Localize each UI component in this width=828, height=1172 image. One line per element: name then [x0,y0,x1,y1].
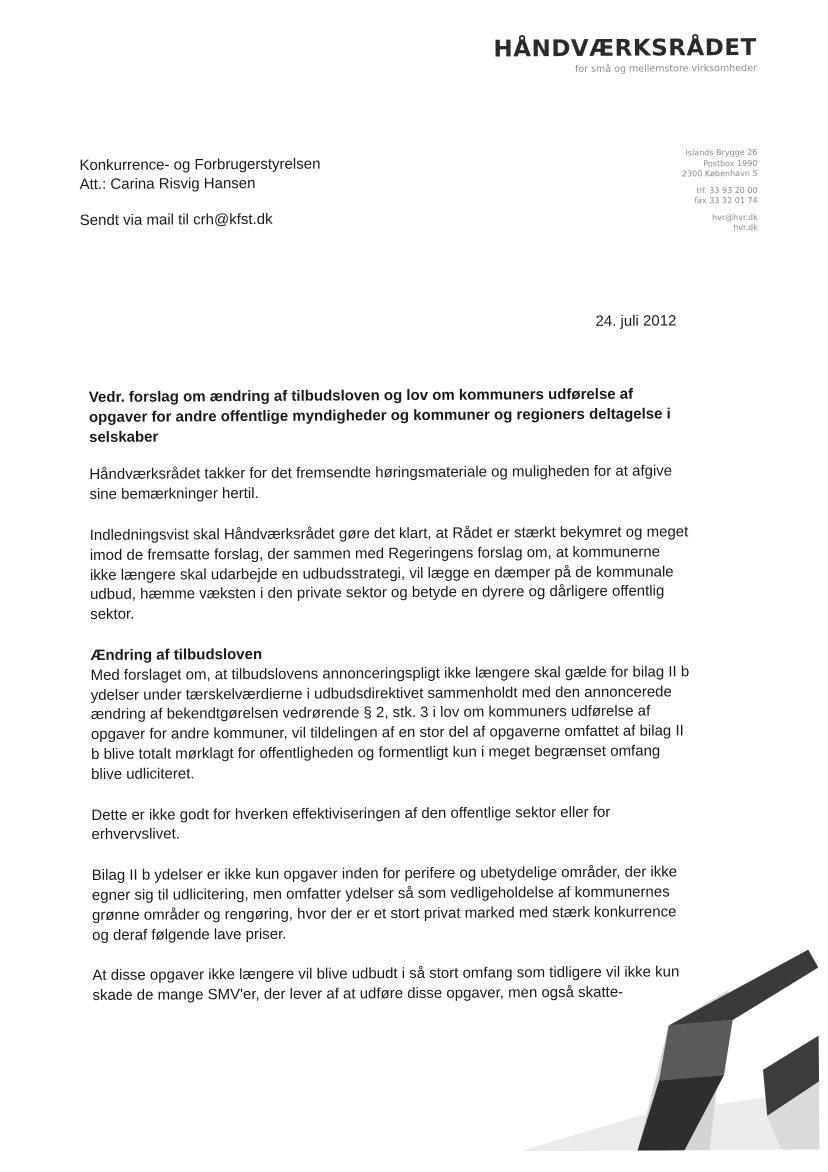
brand-name[interactable]: HÅNDVÆRKSRÅDET [493,34,757,63]
contact-web[interactable]: hvr.dk [733,222,758,233]
contact-fax: fax 33 32 01 74 [694,195,758,206]
contact-street: Islands Brygge 26 [685,147,758,158]
paragraph: Håndværksrådet takker for det fremsendte høringsmateriale og muligheden for at afgive sine bemærkninger hertil. [89,462,673,504]
recipient-organization: Konkurrence- og Forbrugerstyrelsen [79,155,321,175]
letter-date: 24. juli 2012 [595,312,677,330]
subject-heading: Vedr. forslag om ændring af tilbudsloven og lov om kommuners udførelse af opgaver for andre offentlige myndigheder og kommuner og regioners deltagelse i selskaber [88,385,671,446]
paragraph: Med forslaget om, at tilbudslovens annonceringspligt ikke længere skal gælde for bilag II b ydelser under tærskelværdierne i udbudsdirektivet sammenholdt med den annoncerede ændring af bekendtgørelsen vedrørende § 2, stk. 3 i lov om kommuners udførelse af opgaver for andre kommuner, vil tildelingen af en stor del af opgaverne omfattet af bilag II b blive totalt mørklagt for offentligheden og formentligt kun i meget begrænset omfang blive udliciteret. [90,663,690,783]
brand-tagline: for små og mellemstore virksomheder [574,62,757,76]
letter-body [89,384,693,1027]
paragraph: At disse opgaver ikke længere vil blive udbudt i så stort omfang som tidligere vil ikke kun skade de mange SMV'er, der lever af at udføre disse opgaver, men også skatte- [92,963,680,1005]
recipient-block [79,155,320,194]
contact-block [682,148,758,234]
letterhead [493,34,756,77]
recipient-attention: Att.: Carina Risvig Hansen [79,174,256,194]
contact-email[interactable]: hvr@hvr.dk [712,212,758,222]
contact-city: 2300 København S [681,168,758,179]
section-heading: Ændring af tilbudsloven [90,645,263,664]
contact-postbox: Postbox 1990 [703,158,758,168]
paragraph: Bilag II b ydelser er ikke kun opgaver inden for perifere og ubetydelige områder, der ikke egner sig til udlicitering, men omfatter ydelser så som vedligeholdelse af kommunernes grønne områder og rengøring, hvor der er et stort privat marked med stærk konkurrence og deraf følgende lave priser. [91,863,678,944]
paragraph: Indledningsvist skal Håndværksrådet gøre det klart, at Rådet er stærkt bekymret og meget imod de fremsatte forslag, der sammen med Regeringens forslag om, at kommunerne ikke længere skal udarbejde en udbudsstrategi, vil lægge en dæmper på de kommunale udbud, hæmme væksten i den private sektor og betyde en dyrere og dårligere offentlig sektor. [89,523,689,624]
paragraph: Dette er ikke godt for hverken effektiviseringen af den offentlige sektor eller for erhvervslivet. [91,803,611,844]
contact-phone: tlf. 33 93 20 00 [696,185,758,195]
ribbon-graphic [518,950,819,1152]
sent-via-line: Sendt via mail til crh@kfst.dk [79,210,273,230]
